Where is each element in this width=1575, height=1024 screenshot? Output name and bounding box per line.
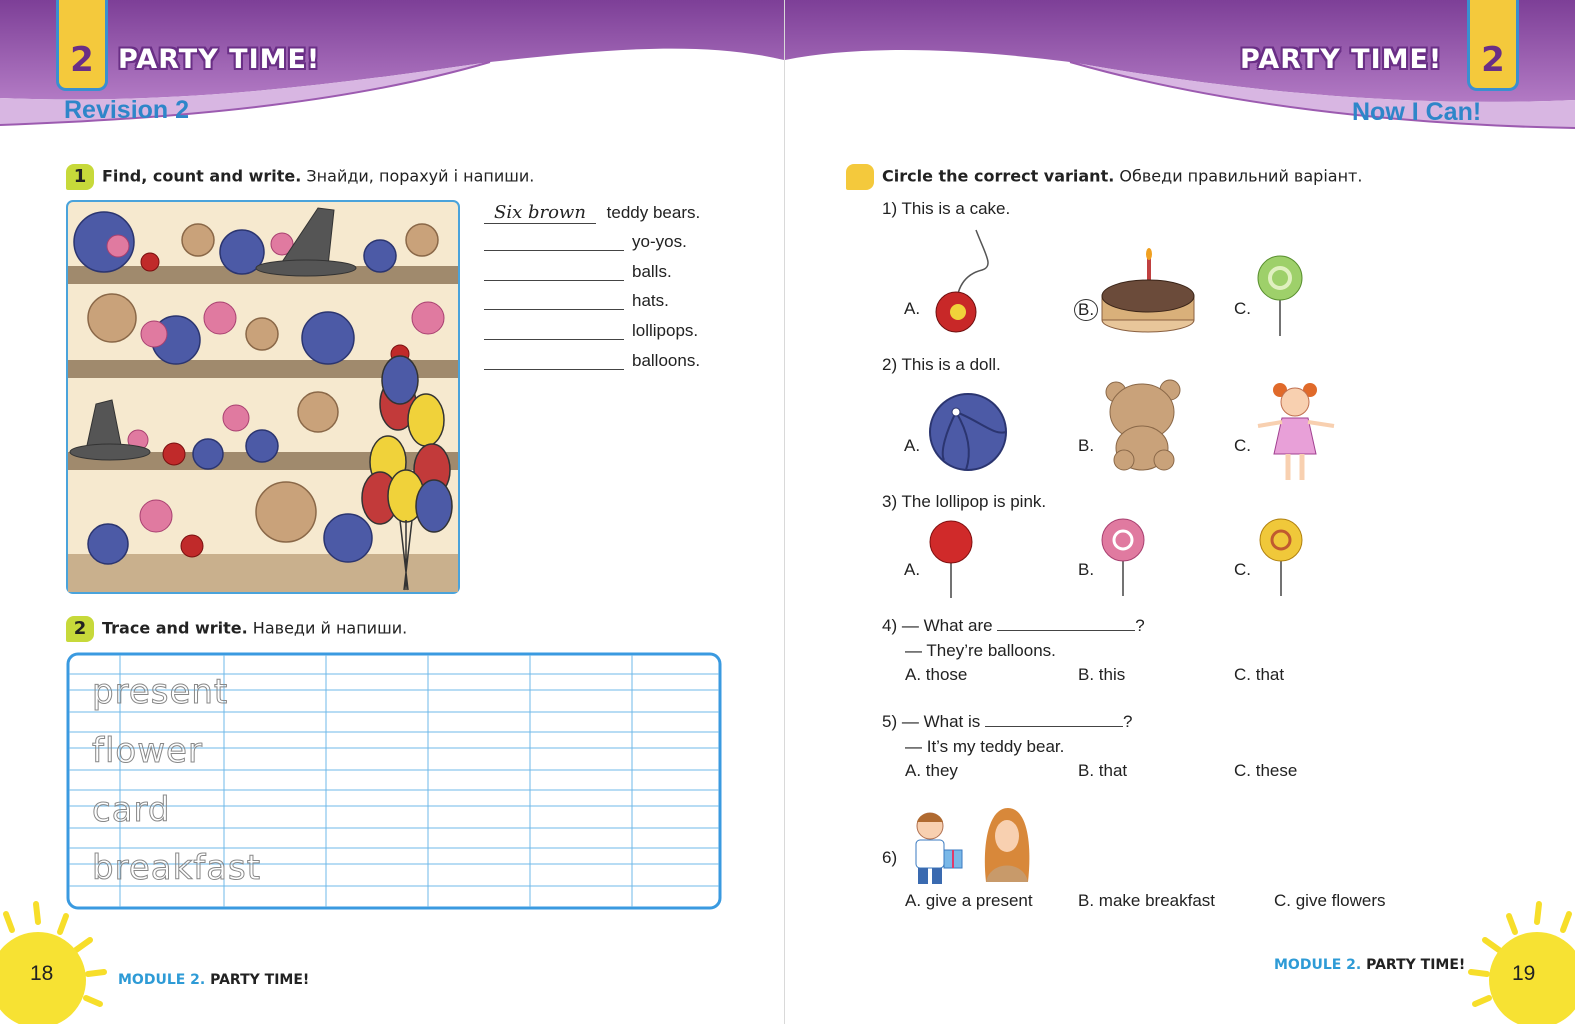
q3-option-b[interactable]: B. xyxy=(1078,560,1095,579)
answer-line[interactable] xyxy=(484,339,624,340)
section-title-right: Now I Can! xyxy=(1352,98,1482,126)
question-3 xyxy=(882,492,1046,512)
q4-option-b[interactable]: B. this xyxy=(1078,665,1126,684)
sun-left-icon xyxy=(0,900,110,1024)
circle-task-heading xyxy=(846,164,1362,190)
task1-item-5: balloons. xyxy=(632,351,701,370)
question-5 xyxy=(882,712,1132,732)
banner-title-right: PARTY TIME! xyxy=(1240,44,1443,75)
answer-line[interactable] xyxy=(484,250,624,251)
answer-line[interactable] xyxy=(484,309,624,310)
answer-line[interactable] xyxy=(484,280,624,281)
q4-option-a[interactable]: A. those xyxy=(905,665,968,684)
question-line1: — What are xyxy=(901,616,993,635)
question-6-number: 6) xyxy=(882,848,898,867)
q2-option-a[interactable]: A. xyxy=(904,436,921,455)
question-2 xyxy=(882,355,1001,375)
question-line1: — What is xyxy=(901,712,981,731)
instruction-ua: Наведи й напиши. xyxy=(252,618,408,638)
module-tab-right xyxy=(1467,0,1519,91)
green-lollipop-image xyxy=(1256,254,1306,338)
q6-option-b[interactable]: B. make breakfast xyxy=(1078,891,1216,910)
q4-option-c[interactable]: C. that xyxy=(1234,665,1285,684)
instruction-en: Trace and write. xyxy=(102,618,248,638)
instruction-ua: Обведи правильний варіант. xyxy=(1119,166,1363,186)
question-text: This is a doll. xyxy=(901,355,1001,374)
trace-word-1: flower xyxy=(92,731,203,771)
instruction-en: Find, count and write. xyxy=(102,166,302,186)
ball-image xyxy=(928,392,1012,476)
doll-image xyxy=(1256,380,1336,488)
question-mark: ? xyxy=(1135,616,1145,635)
q1-option-c[interactable]: C. xyxy=(1234,299,1251,318)
task2-heading xyxy=(66,616,407,642)
q1-option-a[interactable]: A. xyxy=(904,299,921,318)
q5-reply: — It’s my teddy bear. xyxy=(905,737,1065,756)
yoyo-image xyxy=(926,226,996,336)
question-1 xyxy=(882,199,1010,219)
cake-image xyxy=(1100,246,1196,336)
question-number: 3) xyxy=(882,492,898,511)
page-number-right: 19 xyxy=(1512,962,1536,985)
q3-option-a[interactable]: A. xyxy=(904,560,921,579)
task1-heading xyxy=(66,164,534,190)
toy-shelf-illustration xyxy=(66,200,460,594)
question-text: The lollipop is pink. xyxy=(901,492,1047,511)
instruction-ua: Знайди, порахуй і напиши. xyxy=(306,166,535,186)
task1-item-4: lollipops. xyxy=(632,321,699,340)
q5-option-c[interactable]: C. these xyxy=(1234,761,1298,780)
task1-answer-0 xyxy=(484,202,700,223)
q5-option-a[interactable]: A. they xyxy=(905,761,958,780)
q4-reply: — They’re balloons. xyxy=(905,641,1056,660)
footer-title: PARTY TIME! xyxy=(210,972,310,988)
question-4 xyxy=(882,616,1145,636)
question-mark: ? xyxy=(1123,712,1133,731)
task-badge xyxy=(846,164,874,190)
q3-option-c[interactable]: C. xyxy=(1234,560,1251,579)
yellow-lollipop-image xyxy=(1258,518,1306,598)
module-number: 2 xyxy=(1481,40,1505,80)
q6-option-c[interactable]: C. give flowers xyxy=(1274,891,1386,910)
question-number: 4) xyxy=(882,616,898,635)
task1-item-3: hats. xyxy=(632,291,669,310)
pink-lollipop-image xyxy=(1100,518,1148,598)
example-answer: Six brown xyxy=(484,202,596,224)
q2-option-c[interactable]: C. xyxy=(1234,436,1251,455)
banner-title-left: PARTY TIME! xyxy=(118,44,321,75)
instruction-en: Circle the correct variant. xyxy=(882,166,1115,186)
q2-option-b[interactable]: B. xyxy=(1078,436,1095,455)
page-number-left: 18 xyxy=(30,962,54,985)
item-label: teddy bears. xyxy=(606,203,701,222)
footer-title: PARTY TIME! xyxy=(1366,957,1466,973)
footer-module: MODULE 2. xyxy=(1274,957,1362,973)
question-text: This is a cake. xyxy=(901,199,1011,218)
task1-item-2: balls. xyxy=(632,262,672,281)
section-title-left: Revision 2 xyxy=(64,96,190,124)
trace-word-3: breakfast xyxy=(92,848,262,888)
q1-option-b-circled[interactable]: B. xyxy=(1074,299,1098,321)
question-number: 2) xyxy=(882,355,898,374)
red-lollipop-image xyxy=(928,520,976,600)
module-number: 2 xyxy=(70,40,94,80)
answer-line[interactable] xyxy=(484,369,624,370)
q6-option-a[interactable]: A. give a present xyxy=(905,891,1033,910)
answer-blank[interactable] xyxy=(997,630,1135,631)
q5-option-b[interactable]: B. that xyxy=(1078,761,1128,780)
answer-blank[interactable] xyxy=(985,726,1123,727)
task-number-badge: 1 xyxy=(66,164,94,190)
page-divider xyxy=(784,0,785,1024)
question-number: 5) xyxy=(882,712,898,731)
footer-right xyxy=(1274,957,1465,973)
task1-item-1: yo-yos. xyxy=(632,232,687,251)
trace-word-2: card xyxy=(92,790,171,830)
boy-and-girl-image xyxy=(904,806,1034,886)
module-tab-left xyxy=(56,0,108,91)
trace-word-0: present xyxy=(92,672,229,712)
teddy-bear-image xyxy=(1100,376,1186,472)
question-number: 1) xyxy=(882,199,898,218)
task-number-badge: 2 xyxy=(66,616,94,642)
footer-module: MODULE 2. xyxy=(118,972,206,988)
footer-left xyxy=(118,972,309,988)
